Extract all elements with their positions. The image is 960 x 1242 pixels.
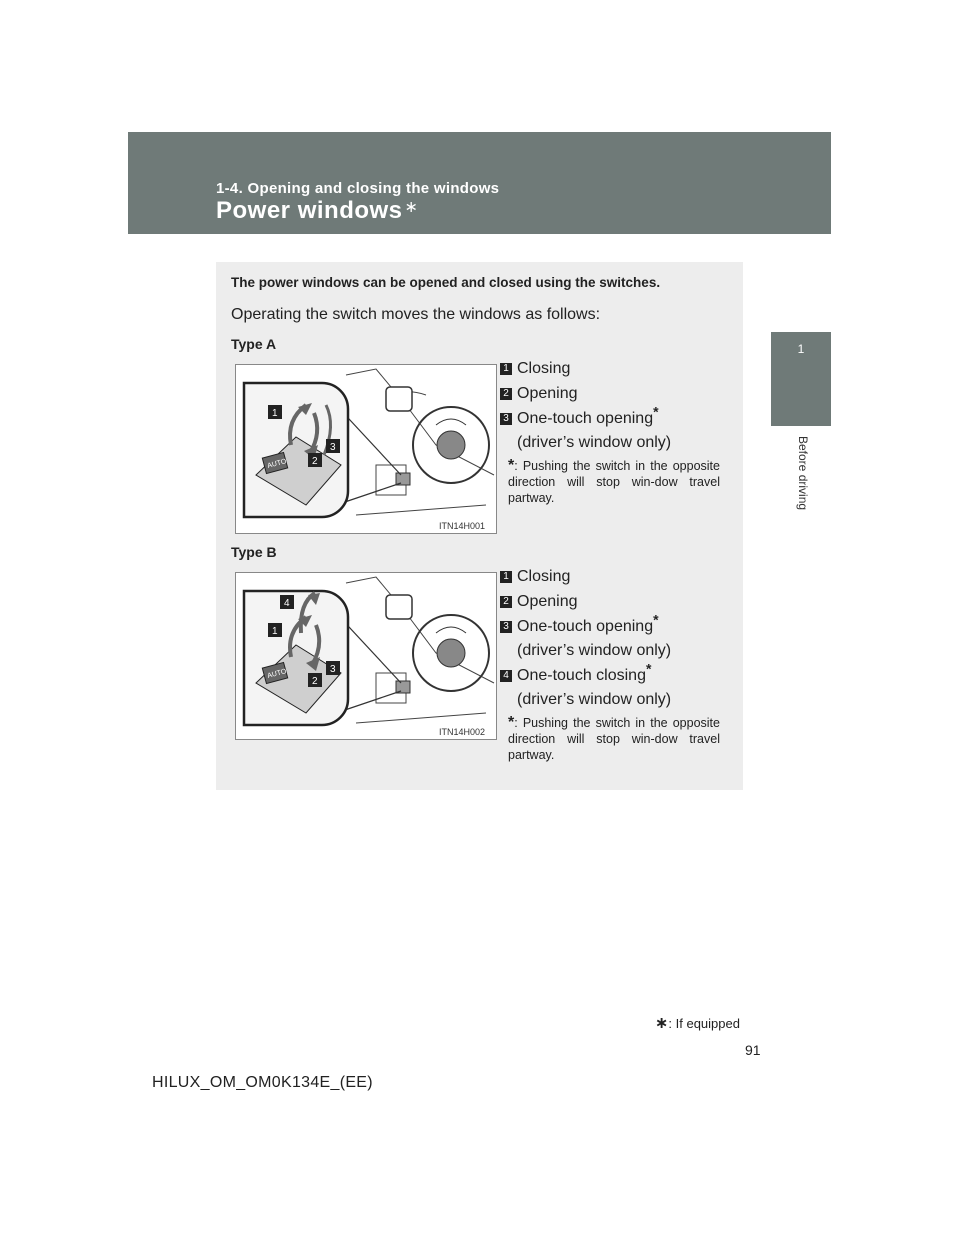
type-b-drawing xyxy=(236,573,496,739)
page-title-text: Power windows xyxy=(216,197,403,224)
legend-text xyxy=(517,403,672,451)
legend-text xyxy=(517,611,672,659)
legend-label: One-touch opening xyxy=(517,618,654,635)
type-a-illustration xyxy=(235,364,497,534)
num-badge: 4 xyxy=(500,670,512,682)
type-b-label: Type B xyxy=(231,544,277,560)
callout-1-text: 1 xyxy=(272,626,278,637)
callout-1-text: 1 xyxy=(272,408,278,419)
section-title: 1-4. Opening and closing the windows xyxy=(216,180,500,197)
legend-item xyxy=(500,385,740,402)
num-badge: 3 xyxy=(500,621,512,633)
type-b-figure-code: ITN14H002 xyxy=(439,727,486,737)
page-title xyxy=(216,197,418,225)
callout-4-text: 4 xyxy=(284,598,290,609)
chapter-label: Before driving xyxy=(796,436,810,511)
lead-text: Operating the switch moves the windows as follows: xyxy=(231,306,601,323)
legend-item xyxy=(500,593,740,610)
asterisk-mark: * xyxy=(508,714,515,731)
legend-label: One-touch closing xyxy=(517,667,646,684)
page-number: 91 xyxy=(745,1042,761,1058)
intro-text: The power windows can be opened and closed using the switches. xyxy=(231,275,661,290)
type-a-label: Type A xyxy=(231,336,277,352)
type-a-drawing xyxy=(236,365,496,533)
auto-switch-text: AUTO xyxy=(266,668,288,680)
chapter-number: 1 xyxy=(797,342,805,356)
title-mark: ∗ xyxy=(404,199,419,216)
legend-text: Closing xyxy=(517,360,571,377)
asterisk-mark: * xyxy=(508,457,515,474)
legend-item xyxy=(500,660,740,708)
legend-subtext: (driver’s window only) xyxy=(517,434,672,451)
callout-3-text: 3 xyxy=(330,664,336,675)
num-badge: 2 xyxy=(500,596,512,608)
asterisk-mark: ∗ xyxy=(655,1015,669,1032)
legend-item xyxy=(500,360,740,377)
mirror-icon xyxy=(386,595,412,619)
legend-subtext: (driver’s window only) xyxy=(517,691,672,708)
type-b-footnote xyxy=(508,715,720,763)
mirror-icon xyxy=(386,387,412,411)
legend-text: Opening xyxy=(517,385,578,402)
legend-label: One-touch opening xyxy=(517,410,654,427)
callout-2-text: 2 xyxy=(312,676,318,687)
type-b-legend xyxy=(500,568,740,716)
equipped-note xyxy=(655,1013,740,1033)
asterisk-mark: * xyxy=(653,611,659,628)
legend-item xyxy=(500,611,740,659)
num-badge: 1 xyxy=(500,363,512,375)
callout-3-text: 3 xyxy=(330,442,336,453)
equipped-text: : If equipped xyxy=(668,1016,740,1031)
num-badge: 2 xyxy=(500,388,512,400)
legend-text: Closing xyxy=(517,568,571,585)
callout-2-text: 2 xyxy=(312,456,318,467)
type-a-figure-code: ITN14H001 xyxy=(439,521,486,531)
auto-switch-text: AUTO xyxy=(266,458,288,470)
type-a-legend xyxy=(500,360,740,459)
legend-item xyxy=(500,403,740,451)
doc-code: HILUX_OM_OM0K134E_(EE) xyxy=(152,1074,373,1091)
legend-subtext: (driver’s window only) xyxy=(517,642,672,659)
type-a-footnote xyxy=(508,458,720,506)
footnote-text: : Pushing the switch in the opposite direction will stop win-dow travel partway. xyxy=(508,716,720,762)
legend-text: Opening xyxy=(517,593,578,610)
num-badge: 3 xyxy=(500,413,512,425)
chapter-tab xyxy=(771,332,831,426)
asterisk-mark: * xyxy=(645,660,652,677)
type-b-illustration xyxy=(235,572,497,740)
legend-text xyxy=(517,660,672,708)
num-badge: 1 xyxy=(500,571,512,583)
asterisk-mark: * xyxy=(653,403,659,420)
footnote-text: : Pushing the switch in the opposite direction will stop win-dow travel partway. xyxy=(508,459,720,505)
legend-item xyxy=(500,568,740,585)
